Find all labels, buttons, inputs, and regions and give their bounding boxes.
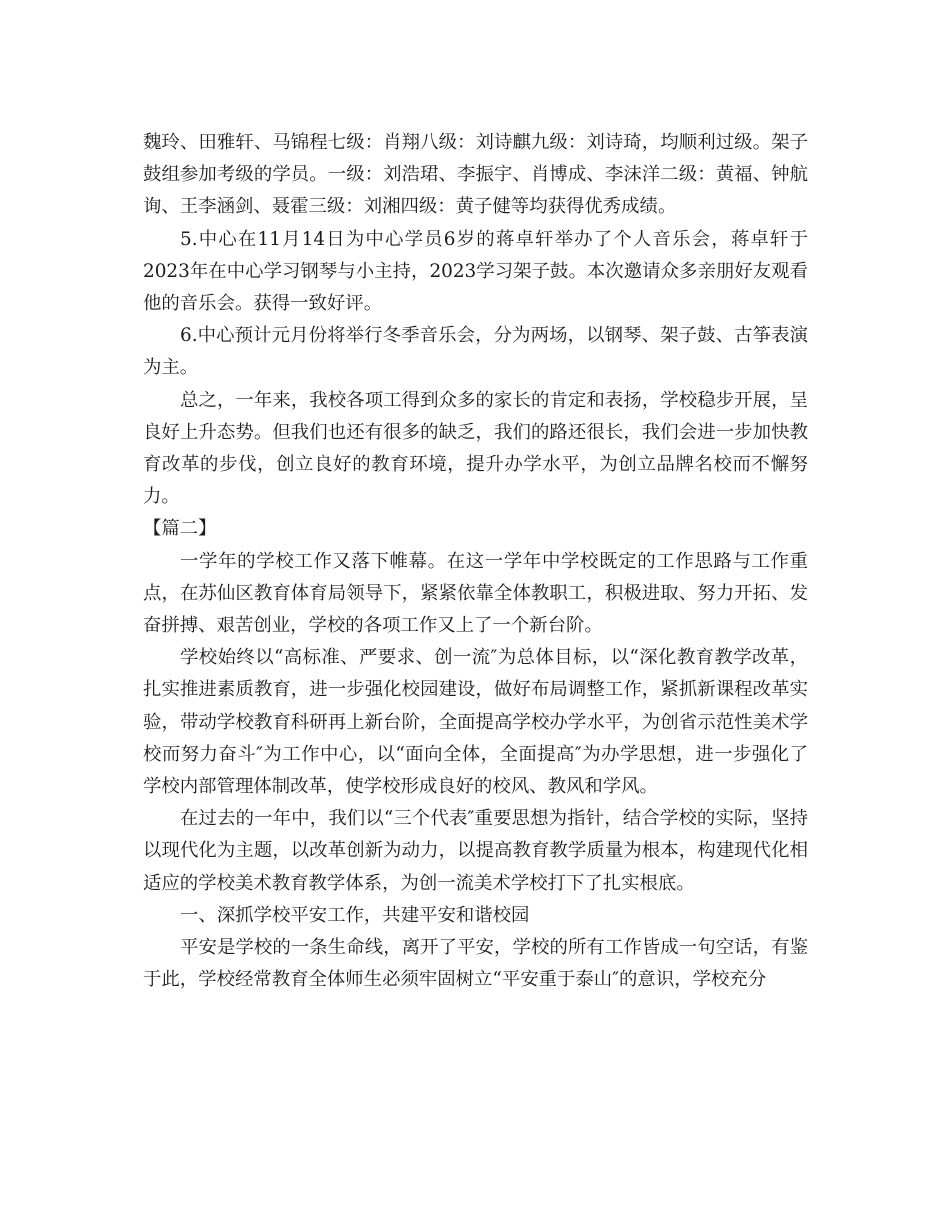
paragraph-goals: 学校始终以“高标准、严要求、创一流″为总体目标，以“深化教育教学改革，扎实推进素质教育，进一步强化校园建设，做好布局调整工作，紧抓新课程改革实验，带动学校教育科研再上新台阶，全面提高学校办学水平，为创省示范性美术学校而努力奋斗″为工作中心，以“面向全体，全面提高″为办学思想，进一步强化了学校内部管理体制改革，使学校形成良好的校风、教风和学风。 [143, 647, 808, 798]
document-body [143, 127, 808, 996]
paragraph-intro: 一学年的学校工作又落下帷幕。在这一学年中学校既定的工作思路与工作重点，在苏仙区教育体育局领导下，紧紧依靠全体教职工，积极进取、努力开拓、发奋拼搏、艰苦创业，学校的各项工作又上了一个新台阶。 [143, 550, 808, 637]
paragraph-safety: 平安是学校的一条生命线，离开了平安，学校的所有工作皆成一句空话，有鉴于此，学校经常教育全体师生必须牢固树立“平安重于泰山″的意识，学校充分 [143, 937, 808, 991]
paragraph-past-year: 在过去的一年中，我们以“三个代表″重要思想为指针，结合学校的实际，坚持以现代化为主题，以改革创新为动力，以提高教育教学质量为根本，构建现代化相适应的学校美术教育教学体系，为创一流美术学校打下了扎实根底。 [143, 808, 808, 894]
paragraph-exam-results: 魏玲、田雅轩、马锦程七级：肖翔八级：刘诗麒九级：刘诗琦，均顺利过级。架子鼓组参加考级的学员。一级：刘浩珺、李振宇、肖博成、李沫洋二级：黄福、钟航询、王李涵剑、聂霍三级：刘湘四级：黄子健等均获得优秀成绩。 [143, 132, 808, 218]
section-heading-part-two: 【篇二】 [143, 518, 217, 540]
paragraph-item-5: 5.中心在11月14日为中心学员6岁的蒋卓轩举办了个人音乐会，蒋卓轩于2023年在中心学习钢琴与小主持，2023学习架子鼓。本次邀请众多亲朋好友观看他的音乐会。获得一致好评。 [143, 228, 808, 315]
paragraph-summary: 总之，一年来，我校各项工得到众多的家长的肯定和表扬，学校稳步开展，呈良好上升态势。但我们也还有很多的缺乏，我们的路还很长，我们会进一步加快教育改革的步伐，创立良好的教育环境，提升办学水平，为创立品牌名校而不懈努力。 [143, 389, 808, 508]
subheading-safety: 一、深抓学校平安工作，共建平安和谐校园 [180, 904, 530, 926]
paragraph-item-6: 6.中心预计元月份将举行冬季音乐会，分为两场，以钢琴、架子鼓、古筝表演为主。 [143, 325, 808, 379]
